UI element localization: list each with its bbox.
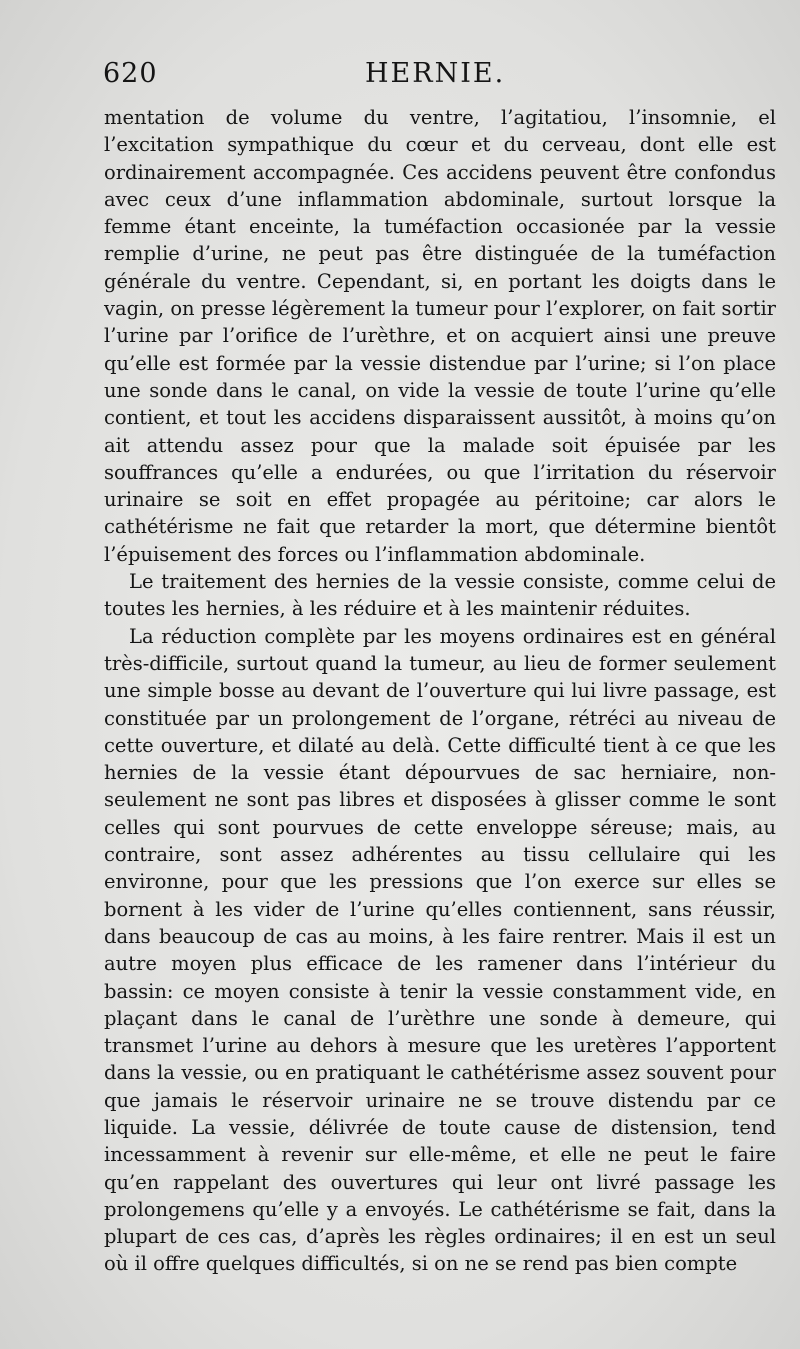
- running-title: HERNIE.: [365, 58, 506, 89]
- paragraph-continued: mentation de volume du ventre, l’agitatiou, l’insomnie, el l’excitation sympathique du cœur et du cerveau, dont elle est ordinairement accompagnée. Ces accidens peuvent être confondus avec ceux d’une inflammation abdominale, surtout lorsque la femme étant enceinte, la tuméfaction occasionée par la vessie remplie d’urine, ne peut pas être distinguée de la tuméfaction générale du ventre. Cependant, si, en portant les doigts dans le vagin, on presse légèrement la tumeur pour l’explorer, on fait sortir l’urine par l’orifice de l’urèthre, et on acquiert ainsi une preuve qu’elle est formée par la vessie distendue par l’urine; si l’on place une sonde dans le canal, on vide la vessie de toute l’urine qu’elle contient, et tout les accidens disparaissent aussitôt, à moins qu’on ait attendu assez pour que la malade soit épuisée par les souffrances qu’elle a endurées, ou que l’irritation du réservoir urinaire se soit en effet propagée au péritoine; car alors le cathétérisme ne fait que retarder la mort, que détermine bientôt l’épuisement des forces ou l’inflammation abdominale.: [104, 106, 777, 566]
- paragraph-reduction: La réduction complète par les moyens ordinaires est en général très-difficile, surtout quand la tumeur, au lieu de former seulement une simple bosse au devant de l’ouverture qui lui livre passage, est constituée par un prolongement de l’organe, rétréci au niveau de cette ouverture, et dilaté au delà. Cette difficulté tient à ce que les hernies de la vessie étant dépourvues de sac herniaire, non-seulement ne sont pas libres et disposées à glisser comme le sont celles qui sont pourvues de cette enveloppe séreuse; mais, au contraire, sont assez adhérentes au tissu cellulaire qui les environne, pour que les pressions que l’on exerce sur elles se bornent à les vider de l’urine qu’elles contiennent, sans réussir, dans beaucoup de cas au moins, à les faire rentrer. Mais il est un autre moyen plus efficace de les ramener dans l’intérieur du bassin: ce moyen consiste à tenir la vessie constamment vide, en plaçant dans le canal de l’urèthre une sonde à demeure, qui transmet l’urine au dehors à mesure que les uretères l’apportent dans la vessie, ou en pratiquant le cathétérisme assez souvent pour que jamais le réservoir urinaire ne se trouve distendu par ce liquide. La vessie, délivrée de toute cause de distension, tend incessamment à revenir sur elle-même, et elle ne peut le faire qu’en rappelant des ouvertures qui leur ont livré passage les prolongemens qu’elle y a envoyés. Le cathétérisme se fait, dans la plupart de ces cas, d’après les règles ordinaires; il en est un seul où il offre quelques difficultés, si on ne se rend pas bien compte: [104, 624, 776, 1276]
- paragraph-treatment: Le traitement des hernies de la vessie consiste, comme celui de toutes les hernies, à les réduire et à les maintenir réduites.: [104, 570, 776, 621]
- running-head: [103, 58, 775, 98]
- body-text: [104, 104, 776, 1278]
- page-number: 620: [103, 58, 158, 89]
